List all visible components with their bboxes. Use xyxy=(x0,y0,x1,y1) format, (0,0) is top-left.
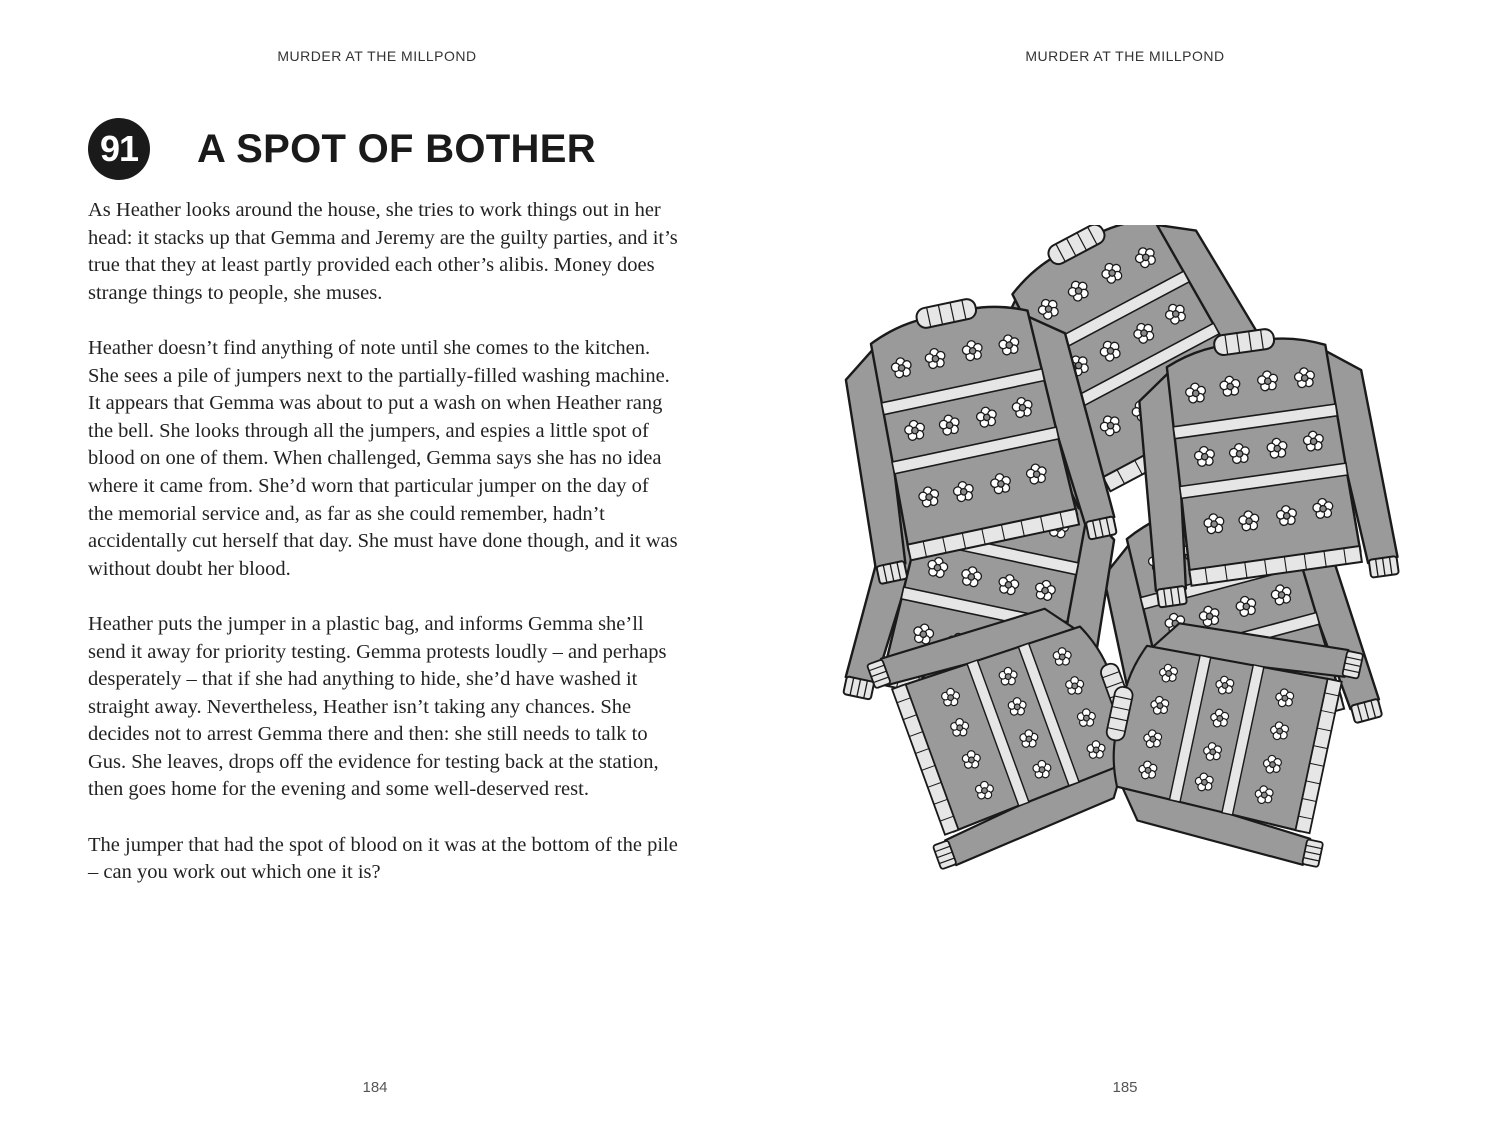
paragraph-3: Heather puts the jumper in a plastic bag, and informs Gemma she’ll send it away for priority testing. Gemma protests loudly – and perhaps desperately – that if she had anything to hide, she’d have washed it straight away. Nevertheless, Heather isn’t taking any chances. She decides not to arrest Gemma there and then: she still needs to talk to Gus. She leaves, drops off the evidence for testing back at the station, then goes home for the evening and some well-deserved rest. xyxy=(88,612,667,801)
chapter-title: A SPOT OF BOTHER xyxy=(197,127,596,171)
puzzle-number-badge: 91 xyxy=(88,118,150,180)
jumper-pile-illustration xyxy=(800,225,1460,895)
running-head-right: MURDER AT THE MILLPOND xyxy=(1025,48,1225,64)
running-head-left: MURDER AT THE MILLPOND xyxy=(277,48,477,64)
paragraph-2: Heather doesn’t find anything of note until she comes to the kitchen. She sees a pile of jumpers next to the partially-filled washing machine. It appears that Gemma was about to put a wash on when Heather rang the bell. She looks through all the jumpers, and espies a little spot of blood on one of them. When challenged, Gemma says she has no idea where it came from. She’d worn that particular jumper on the day of the memorial service and, as far as she could remember, hadn’t accidentally cut herself that day. She must have done though, and it was without doubt her blood. xyxy=(88,336,678,580)
paragraph-1: As Heather looks around the house, she tries to work things out in her head: it stacks up that Gemma and Jeremy are the guilty parties, and it’s true that they at least partly provided each other’s alibis. Money does strange things to people, she muses. xyxy=(88,199,678,304)
page-number-left: 184 xyxy=(362,1079,388,1096)
body-text xyxy=(88,197,678,914)
paragraph-4: The jumper that had the spot of blood on it was at the bottom of the pile – can you work out which one it is? xyxy=(88,833,678,884)
page-number-right: 185 xyxy=(1112,1079,1138,1096)
